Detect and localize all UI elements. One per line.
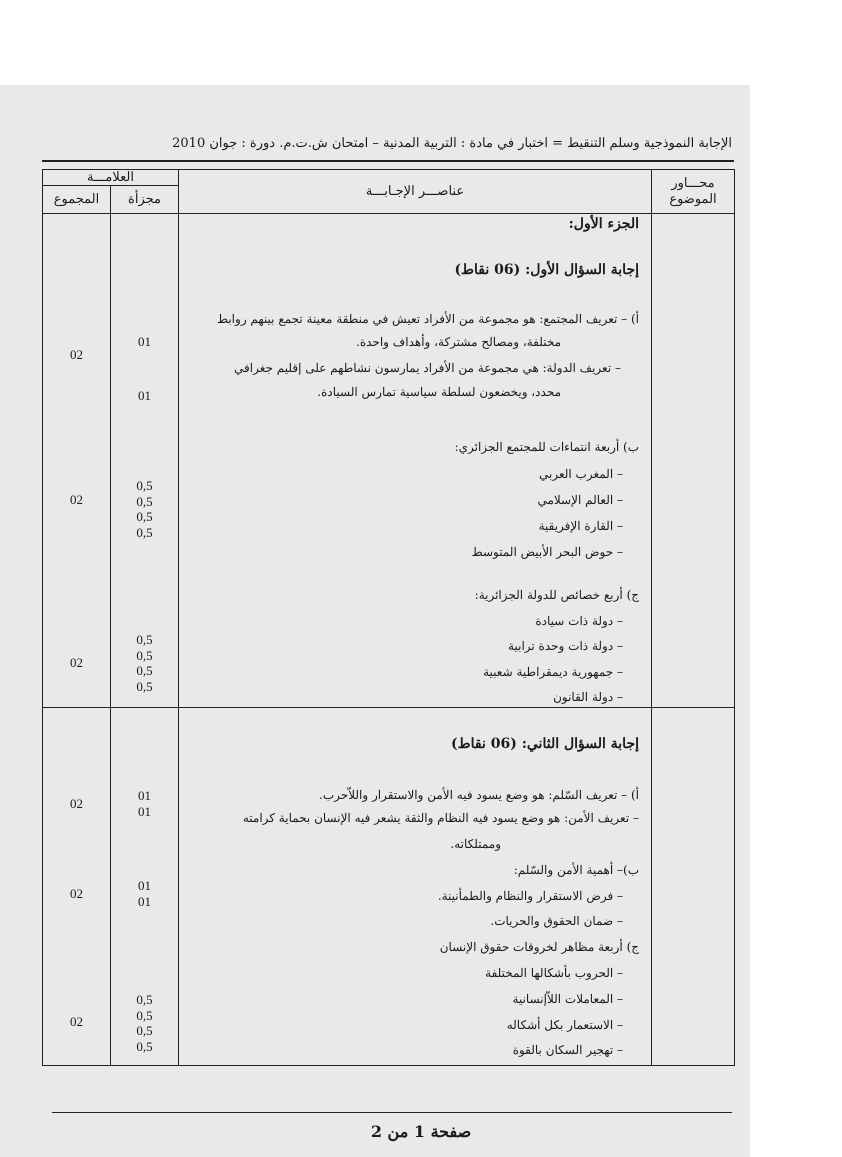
state-definition-line1: – تعريف الدولة: هي مجموعة من الأفراد يمارسون نشاطهم على إقليم جغرافي [234, 361, 621, 375]
section1-part-b3: 0,5 [136, 509, 153, 525]
violation-item-2: – المعاملات اللاّإنسانية [512, 992, 623, 1006]
section1-part-a1: 01 [138, 334, 151, 349]
section1-part-a2: 01 [138, 388, 151, 403]
state-feature-item-1: – دولة ذات سيادة [535, 614, 623, 628]
section2-part-c4: 0,5 [136, 1038, 153, 1054]
section2-part-b2: 01 [138, 893, 151, 909]
question1-title: إجابة السؤال الأول: (06 نقاط) [454, 262, 639, 278]
state-features-title: ج) أربع خصائص للدولة الجزائرية: [474, 588, 639, 602]
section1-part-c4: 0,5 [136, 678, 153, 694]
section1-part-b1: 0,5 [136, 478, 153, 493]
part-header: مجزأة [111, 186, 179, 214]
affiliations-title: ب) أربعة انتماءات للمجتمع الجزائري: [454, 440, 639, 454]
section1-part-c2: 0,5 [136, 647, 153, 663]
section1-part-b4: 0,5 [136, 524, 153, 540]
question2-title: إجابة السؤال الثاني: (06 نقاط) [451, 736, 639, 752]
page-number: صفحة 1 من 2 [370, 1122, 472, 1141]
importance-title: ب)– أهمية الأمن والسّلم: [513, 863, 639, 877]
security-definition-line1: – تعريف الأمن: هو وضع يسود فيه النظام والثقة يشعر فيه الإنسان بحماية كرامته [242, 811, 639, 825]
section2-parts-a [111, 788, 178, 819]
part-one-title: الجزء الأول: [568, 216, 639, 232]
topic-axes-header [652, 170, 735, 214]
section2-content [179, 708, 652, 1066]
violation-item-1: – الحروب بأشكالها المختلفة [485, 966, 623, 980]
section1-parts-b [111, 478, 178, 540]
violation-item-4: – تهجير السكان بالقوة [512, 1043, 623, 1057]
section2-part-a2: 01 [138, 803, 151, 819]
section1-total-c: 02 [70, 655, 83, 670]
affiliation-item-2: – العالم الإسلامي [537, 493, 623, 507]
document-header: الإجابة النموذجية وسلم التنقيط = اختبار في مادة : التربية المدنية – امتحان ش.ت.م. دورة : جوان 2010 [172, 136, 732, 151]
security-definition-line2: وممتلكاته. [450, 837, 501, 851]
answer-table [42, 169, 735, 1066]
section2-part-a1: 01 [138, 788, 151, 803]
section1-content [179, 214, 652, 708]
section1-parts [111, 214, 179, 708]
violations-title: ج) أربعة مظاهر لخروقات حقوق الإنسان [439, 940, 639, 954]
peace-definition: أ) – تعريف السّلم: هو وضع يسود فيه الأمن والاستقرار واللاّحرب. [319, 788, 639, 802]
section1-part-c1: 0,5 [136, 632, 153, 647]
grade-header: العلامـــة [43, 170, 179, 186]
section2-total-b: 02 [70, 886, 83, 901]
footer-divider [52, 1112, 732, 1113]
section2-totals [43, 708, 111, 1066]
section2-part-c2: 0,5 [136, 1007, 153, 1023]
section1-total-b: 02 [70, 492, 83, 507]
importance-item-1: – فرض الاستقرار والنظام والطمأنينة. [437, 889, 623, 903]
section1-axis-cell [652, 214, 735, 708]
section1-part-b2: 0,5 [136, 493, 153, 509]
state-definition-line2: محدد، ويخضعون لسلطة سياسية تمارس السيادة. [317, 385, 561, 399]
importance-item-2: – ضمان الحقوق والحريات. [490, 914, 623, 928]
topic-axes-label-2: الموضوع [669, 191, 717, 207]
answer-elements-header: عناصـــر الإجـابـــة [179, 170, 652, 214]
section2-axis-cell [652, 708, 735, 1066]
violation-item-3: – الاستعمار بكل أشكاله [506, 1018, 623, 1032]
section2-part-c1: 0,5 [136, 992, 153, 1007]
affiliation-item-4: – حوض البحر الأبيض المتوسط [471, 545, 623, 559]
state-feature-item-4: – دولة القانون [553, 690, 623, 704]
section2-parts [111, 708, 179, 1066]
section1-total-a: 02 [70, 347, 83, 362]
affiliation-item-3: – القارة الإفريقية [538, 519, 623, 533]
affiliation-item-1: – المغرب العربي [538, 467, 623, 481]
header-divider [42, 160, 734, 162]
section2-parts-b [111, 878, 178, 909]
society-definition-line1: أ) – تعريف المجتمع: هو مجموعة من الأفراد تعيش في منطقة معينة تجمع بينهم روابط [216, 312, 639, 326]
section2-total-c: 02 [70, 1014, 83, 1029]
section2-total-a: 02 [70, 796, 83, 811]
section1-totals [43, 214, 111, 708]
section1-parts-c [111, 632, 178, 694]
society-definition-line2: مختلفة، ومصالح مشتركة، وأهداف واحدة. [356, 335, 561, 349]
section2-part-c3: 0,5 [136, 1023, 153, 1039]
section2-parts-c [111, 992, 178, 1054]
state-feature-item-2: – دولة ذات وحدة ترابية [508, 639, 623, 653]
section1-part-c3: 0,5 [136, 663, 153, 679]
state-feature-item-3: – جمهورية ديمقراطية شعبية [483, 665, 623, 679]
total-header: المجموع [43, 186, 111, 214]
topic-axes-label-1: محـــاور [671, 175, 715, 191]
section2-part-b1: 01 [138, 878, 151, 893]
